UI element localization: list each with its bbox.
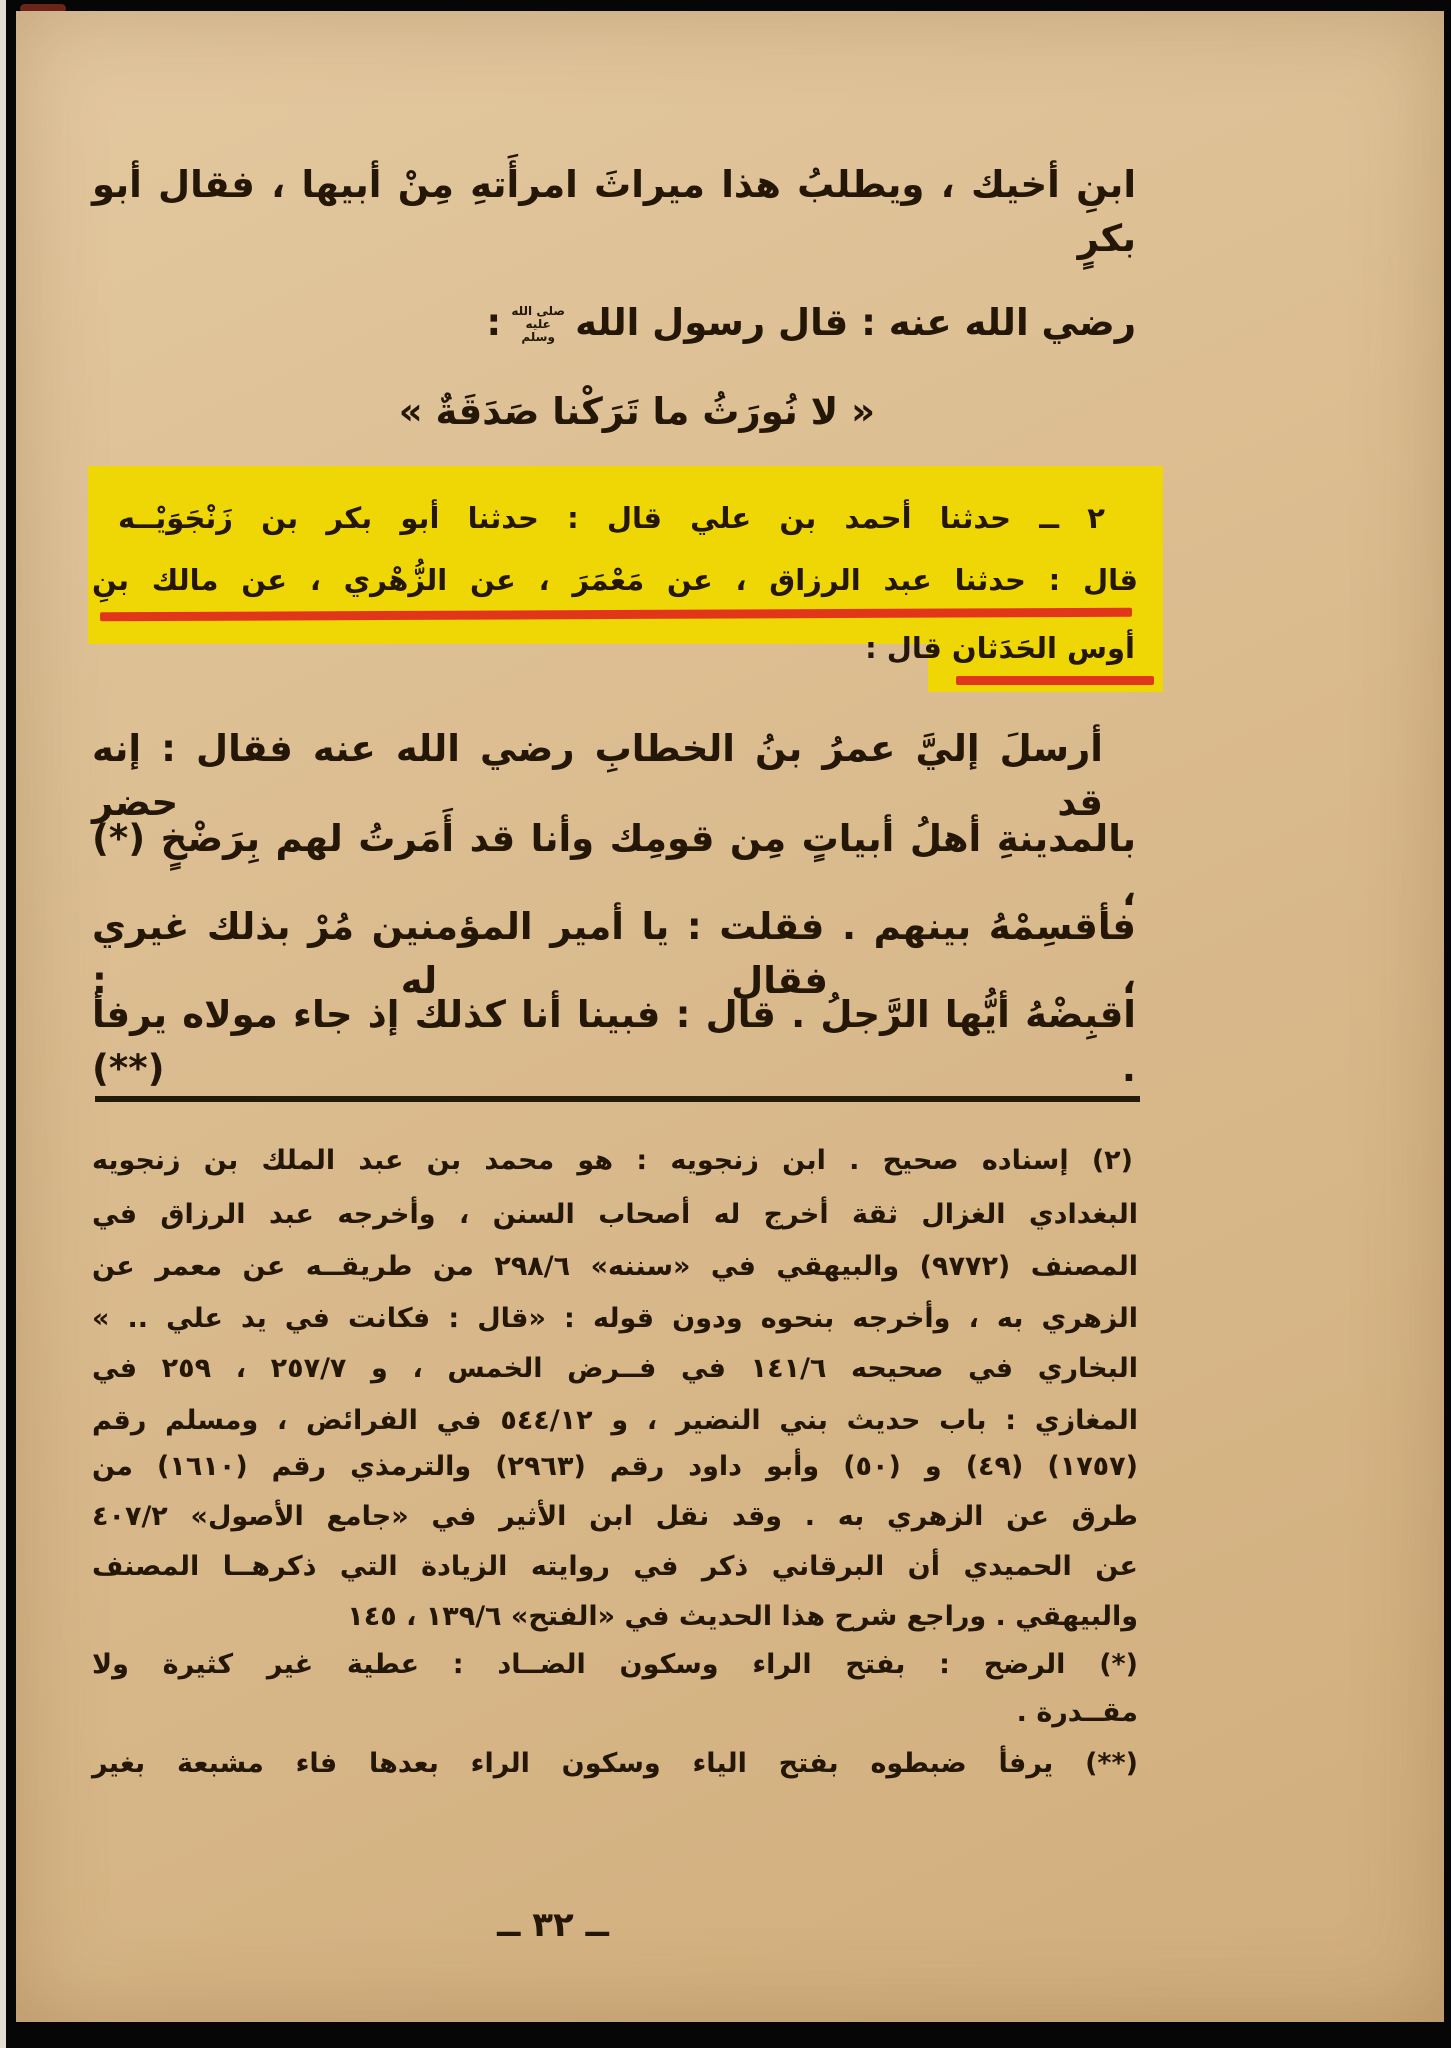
footnote-line: (*) الرضح : بفتح الراء وسكون الضــاد : عطية غير كثيرة ولا bbox=[92, 1649, 1138, 1680]
footnote-line: المغازي : باب حديث بني النضير ، و ٥٤٤/١٢ في الفرائض ، ومسلم رقم bbox=[92, 1405, 1138, 1436]
paragraph-line-3: فأقسِمْهُ بينهم . فقلت : يا أمير المؤمنين مُرْ بذلك غيري ، فقال له : bbox=[92, 905, 1136, 1002]
paragraph-line-2: بالمدينةِ أهلُ أبياتٍ مِن قومِك وأنا قد أَمَرتُ لهم بِرَضْخٍ (*) ، bbox=[92, 817, 1136, 914]
footnote-line: البخاري في صحيحه ١٤١/٦ في فــرض الخمس ، و ٢٥٧/٧ ، ٢٥٩ في bbox=[92, 1353, 1139, 1384]
paragraph-line-1: أرسلَ إليَّ عمرُ بنُ الخطابِ رضي الله عنه فقال : إنه قد حضر bbox=[92, 727, 1103, 824]
body-line-2-text: رضي الله عنه : قال رسول الله bbox=[575, 301, 1136, 344]
footnote-line: (**) يرفأ ضبطوه بفتح الياء وسكون الراء بعدها فاء مشبعة بغير bbox=[92, 1748, 1138, 1779]
prophet-honorific-seal: صلى الله عليه وسلم bbox=[511, 303, 565, 345]
footnote-line: (١٧٥٧) (٤٩) و (٥٠) وأبو داود رقم (٢٩٦٣) والترمذي رقم (١٦١٠) من bbox=[92, 1451, 1138, 1482]
body-line-2 bbox=[486, 296, 1136, 350]
isnad-highlight-line-3: أوس الحَدَثان قال : bbox=[865, 631, 1135, 665]
hadith-quote: « لا نُورَثُ ما تَرَكْنا صَدَقَةٌ » bbox=[398, 390, 875, 433]
footnote-divider bbox=[95, 1096, 1140, 1102]
footnote-line: مقــدرة . bbox=[1016, 1697, 1138, 1728]
footnote-line: عن الحميدي أن البرقاني ذكر في روايته الزيادة التي ذكرهــا المصنف bbox=[92, 1551, 1138, 1582]
page-number: ــ ٣٢ ــ bbox=[497, 1905, 609, 1945]
footnote-line: طرق عن الزهري به . وقد نقل ابن الأثير في «جامع الأصول» ٤٠٧/٢ bbox=[92, 1501, 1138, 1532]
body-line-1: ابنِ أخيك ، ويطلبُ هذا ميراثَ امرأَتهِ مِنْ أبيها ، فقال أبو بكرٍ bbox=[92, 163, 1136, 260]
footnote-line: الزهري به ، وأخرجه بنحوه ودون قوله : «قال : فكانت في يد علي .. » bbox=[92, 1303, 1138, 1334]
footnote-line: والبيهقي . وراجع شرح هذا الحديث في «الفتح» ١٣٩/٦ ، ١٤٥ bbox=[347, 1601, 1138, 1632]
red-underline-2 bbox=[956, 676, 1154, 685]
footnote-line: المصنف (٩٧٧٢) والبيهقي في «سننه» ٢٩٨/٦ من طريقــه عن معمر عن bbox=[92, 1251, 1139, 1282]
footnote-line: البغدادي الغزال ثقة أخرج له أصحاب السنن ، وأخرجه عبد الرزاق في bbox=[92, 1199, 1138, 1230]
isnad-highlight-line-1: ٢ ــ حدثنا أحمد بن علي قال : حدثنا أبو بكر بن زَنْجَوَيْــه bbox=[118, 501, 1105, 535]
isnad-highlight-line-2: قال : حدثنا عبد الرزاق ، عن مَعْمَرَ ، عن الزُّهْري ، عن مالك بنِ bbox=[92, 563, 1138, 597]
body-line-2-colon: : bbox=[486, 301, 502, 344]
paragraph-line-4: اقبِضْهُ أيُّها الرَّجلُ . قال : فبينا أنا كذلك إذ جاء مولاه يرفأ . (**) bbox=[92, 993, 1136, 1090]
footnote-line: (٢) إسناده صحيح . ابن زنجويه : هو محمد بن عبد الملك بن زنجويه bbox=[92, 1145, 1133, 1176]
